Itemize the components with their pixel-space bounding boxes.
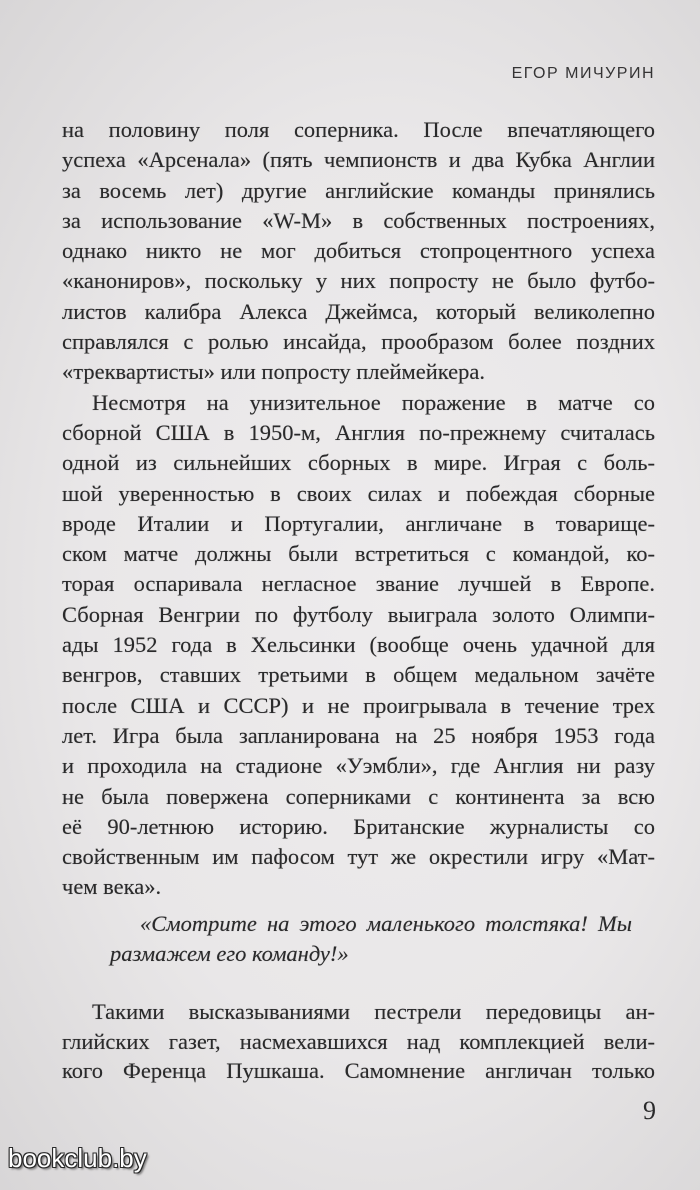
text-line: ады 1952 года в Хельсинки (вообще очень удачной для xyxy=(62,632,655,658)
text-line: за использование «W-M» в собственных построениях, xyxy=(62,207,655,233)
text-line: однако никто не мог добиться стопроцентного успеха xyxy=(62,238,655,264)
paragraph-3 xyxy=(62,997,655,1086)
running-header: ЕГОР МИЧУРИН xyxy=(511,65,655,82)
text-line: Такими высказываниями пестрели передовицы ан- xyxy=(92,999,655,1024)
text-line: лет. Игра была запланирована на 25 ноября 1953 года xyxy=(62,722,655,748)
text-line: ском матче должны были встретиться с командой, ко- xyxy=(62,541,655,567)
watermark: bookclub.by xyxy=(8,1143,147,1173)
text-line: сборной США в 1950-м, Англия по-прежнему считалась xyxy=(62,419,655,445)
text-line: Сборная Венгрии по футболу выиграла золото Олимпи- xyxy=(62,601,655,627)
text-line: после США и СССР) и не проигрывала в течение трех xyxy=(62,692,655,718)
text-line: не была повержена соперниками с континента за всю xyxy=(62,783,655,809)
text-line: листов калибра Алекса Джеймса, который великолепно xyxy=(62,298,655,324)
page-number: 9 xyxy=(643,1096,656,1125)
text-line: на половину поля соперника. После впечатляющего xyxy=(62,117,655,142)
quote-line: размажем его команду!» xyxy=(110,940,349,966)
text-line: одной из сильнейших сборных в мире. Играя с боль- xyxy=(62,450,655,476)
text-line: успеха «Арсенала» (пять чемпионств и два Кубка Англии xyxy=(62,147,655,173)
text-line: и проходила на стадионе «Уэмбли», где Англия ни разу xyxy=(62,753,655,779)
text-line: вроде Италии и Португалии, англичане в товарище- xyxy=(62,510,655,536)
text-line: «треквартисты» или попросту плеймейкера. xyxy=(62,359,485,385)
paragraph-1 xyxy=(62,115,655,388)
text-line: кого Ференца Пушкаша. Самомнение англичан только xyxy=(62,1058,655,1083)
text-line: чем века». xyxy=(62,874,162,900)
body-text xyxy=(62,115,655,903)
text-line: за восемь лет) другие английские команды принялись xyxy=(62,177,655,203)
text-line: её 90-летнюю историю. Британские журналисты со xyxy=(62,813,655,839)
text-line: «канониров», поскольку у них попросту не было футбо- xyxy=(62,268,655,294)
text-line: свойственным им пафосом тут же окрестили игру «Мат- xyxy=(62,844,655,870)
text-line: венгров, ставших третьими в общем медальном зачёте xyxy=(62,662,655,688)
text-line: глийских газет, насмехавшихся над комплекцией вели- xyxy=(62,1028,655,1054)
epigraph-quote xyxy=(110,909,632,968)
text-line: шой уверенностью в своих силах и побеждая сборные xyxy=(62,480,655,506)
paragraph-2 xyxy=(62,388,655,903)
text-line: Несмотря на унизительное поражение в матче со xyxy=(92,389,655,415)
quote-line: «Смотрите на этого маленького толстяка! Мы xyxy=(140,911,632,936)
text-line: торая оспаривала негласное звание лучшей в Европе. xyxy=(62,571,655,597)
text-line: справлялся с ролью инсайда, прообразом более поздних xyxy=(62,329,655,355)
